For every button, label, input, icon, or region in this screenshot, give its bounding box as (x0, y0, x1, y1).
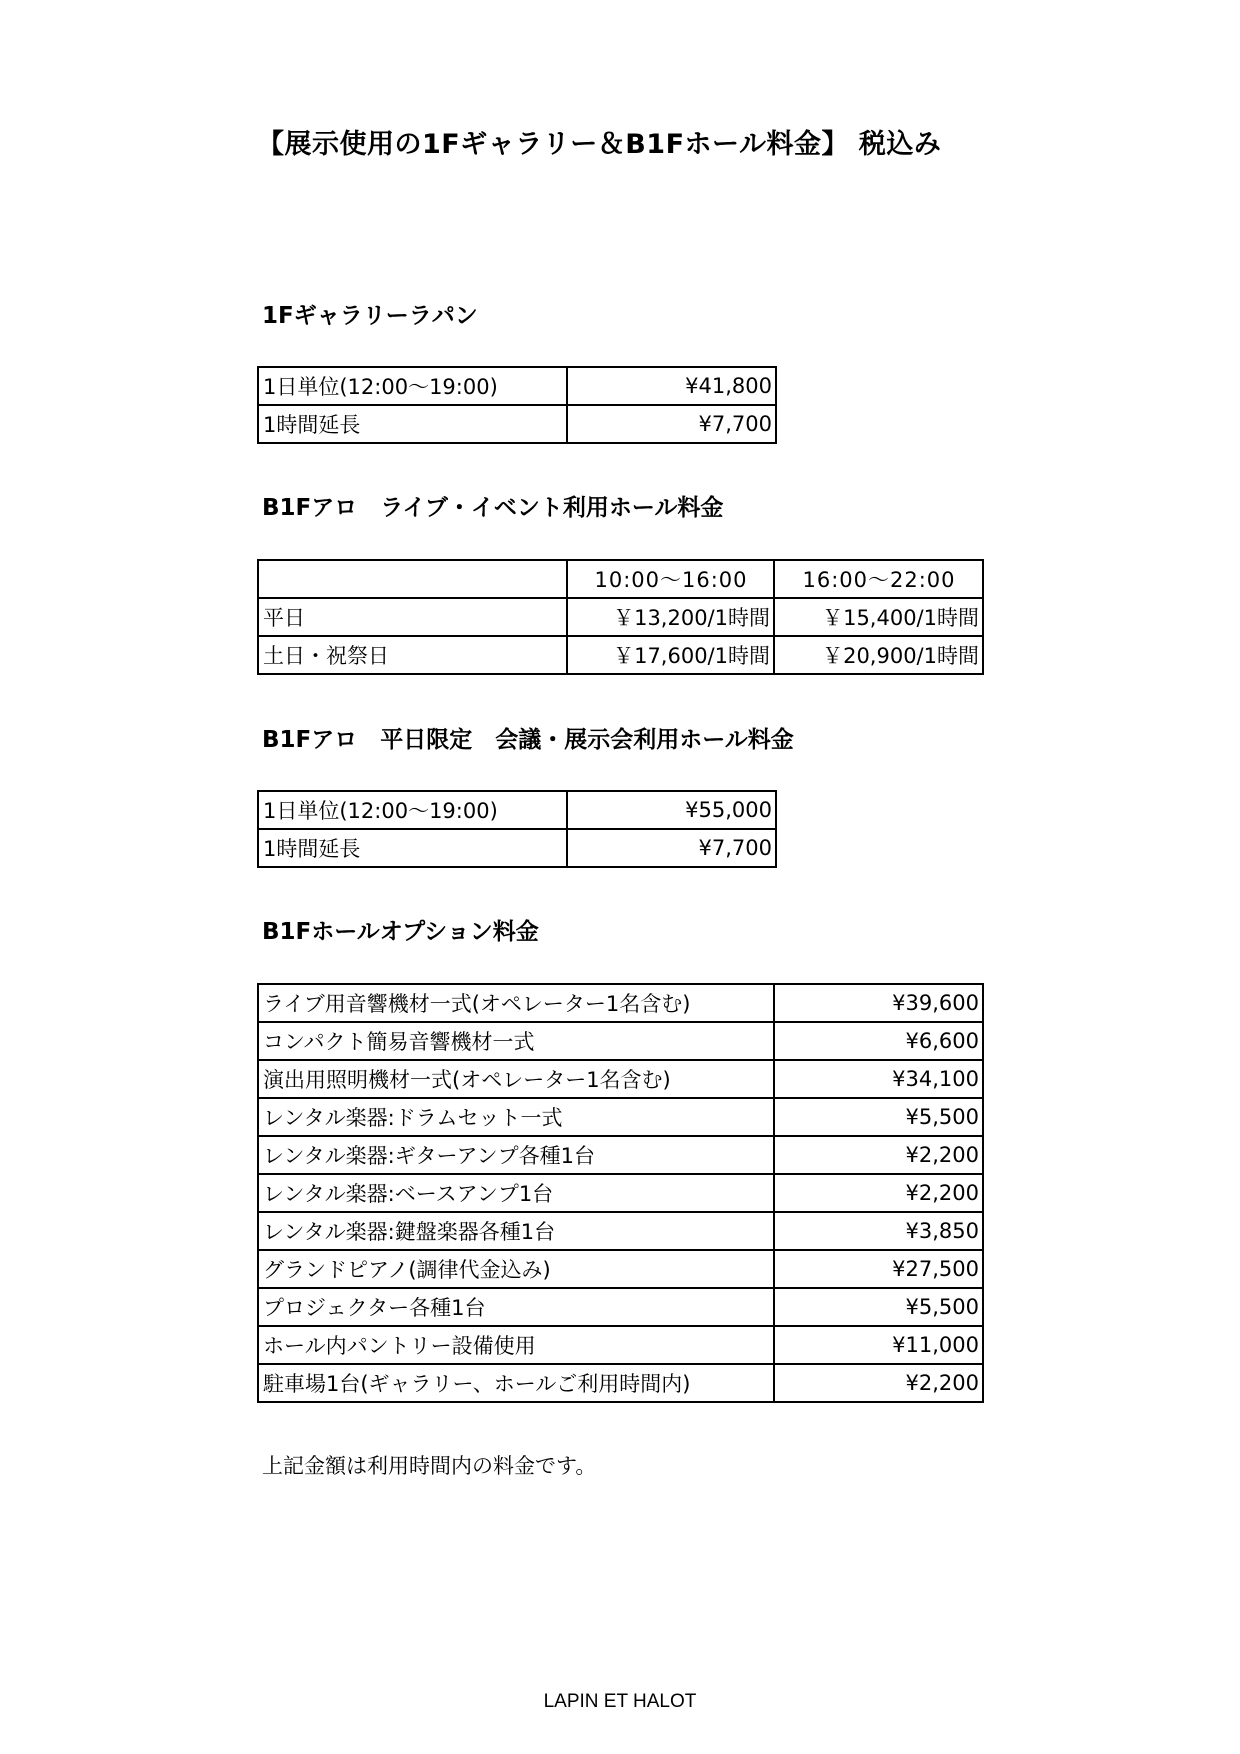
row-price-daytime: ￥17,600/1時間 (567, 636, 774, 674)
pricing-note: 上記金額は利用時間内の料金です。 (262, 1454, 597, 1478)
row-price: ¥6,600 (774, 1022, 983, 1060)
footer-brand: LAPIN ET HALOT (543, 1691, 697, 1712)
row-label: 1時間延長 (258, 405, 567, 443)
table-row (258, 1022, 983, 1060)
table-row (258, 984, 983, 1022)
table-row (258, 1136, 983, 1174)
table-row (258, 1326, 983, 1364)
row-label: ライブ用音響機材一式(オペレーター1名含む) (258, 984, 774, 1022)
row-price: ¥27,500 (774, 1250, 983, 1288)
gallery-heading: 1Fギャラリーラパン (262, 303, 478, 329)
row-price: ¥5,500 (774, 1288, 983, 1326)
hall-live-heading: B1Fアロ ライブ・イベント利用ホール料金 (262, 495, 724, 521)
row-label: プロジェクター各種1台 (258, 1288, 774, 1326)
row-label: 演出用照明機材一式(オペレーター1名含む) (258, 1060, 774, 1098)
header-evening: 16:00〜22:00 (774, 560, 983, 598)
hall-meeting-heading: B1Fアロ 平日限定 会議・展示会利用ホール料金 (262, 727, 794, 753)
table-row (258, 598, 983, 636)
row-label: レンタル楽器:鍵盤楽器各種1台 (258, 1212, 774, 1250)
row-price: ¥55,000 (567, 791, 776, 829)
row-label: ホール内パントリー設備使用 (258, 1326, 774, 1364)
row-price: ¥2,200 (774, 1174, 983, 1212)
table-row (258, 405, 776, 443)
row-price: ¥5,500 (774, 1098, 983, 1136)
hall-meeting-price-table (257, 790, 777, 868)
row-price: ¥34,100 (774, 1060, 983, 1098)
table-row (258, 367, 776, 405)
row-price: ¥2,200 (774, 1364, 983, 1402)
table-row (258, 1174, 983, 1212)
table-row (258, 1060, 983, 1098)
row-price: ¥7,700 (567, 829, 776, 867)
row-label: 平日 (258, 598, 567, 636)
row-price-daytime: ￥13,200/1時間 (567, 598, 774, 636)
table-row (258, 1250, 983, 1288)
row-label: 1日単位(12:00〜19:00) (258, 367, 567, 405)
row-price: ¥11,000 (774, 1326, 983, 1364)
row-label: レンタル楽器:ドラムセット一式 (258, 1098, 774, 1136)
table-row (258, 829, 776, 867)
options-price-table (257, 983, 984, 1403)
row-label: グランドピアノ(調律代金込み) (258, 1250, 774, 1288)
table-row (258, 636, 983, 674)
table-row (258, 1364, 983, 1402)
row-price-evening: ￥20,900/1時間 (774, 636, 983, 674)
row-price-evening: ￥15,400/1時間 (774, 598, 983, 636)
row-label: 1日単位(12:00〜19:00) (258, 791, 567, 829)
table-row (258, 1288, 983, 1326)
table-header-row (258, 560, 983, 598)
row-label: 駐車場1台(ギャラリー、ホールご利用時間内) (258, 1364, 774, 1402)
row-label: レンタル楽器:ベースアンプ1台 (258, 1174, 774, 1212)
options-heading: B1Fホールオプション料金 (262, 919, 539, 945)
page-title: 【展示使用の1Fギャラリー＆B1Fホール料金】 税込み (257, 129, 942, 160)
table-row (258, 1098, 983, 1136)
hall-live-price-table (257, 559, 984, 675)
row-label: コンパクト簡易音響機材一式 (258, 1022, 774, 1060)
row-price: ¥2,200 (774, 1136, 983, 1174)
row-price: ¥39,600 (774, 984, 983, 1022)
row-price: ¥3,850 (774, 1212, 983, 1250)
row-label: レンタル楽器:ギターアンプ各種1台 (258, 1136, 774, 1174)
table-row (258, 791, 776, 829)
gallery-price-table (257, 366, 777, 444)
header-empty-cell (258, 560, 567, 598)
row-label: 土日・祝祭日 (258, 636, 567, 674)
row-label: 1時間延長 (258, 829, 567, 867)
table-row (258, 1212, 983, 1250)
header-daytime: 10:00〜16:00 (567, 560, 774, 598)
row-price: ¥41,800 (567, 367, 776, 405)
row-price: ¥7,700 (567, 405, 776, 443)
